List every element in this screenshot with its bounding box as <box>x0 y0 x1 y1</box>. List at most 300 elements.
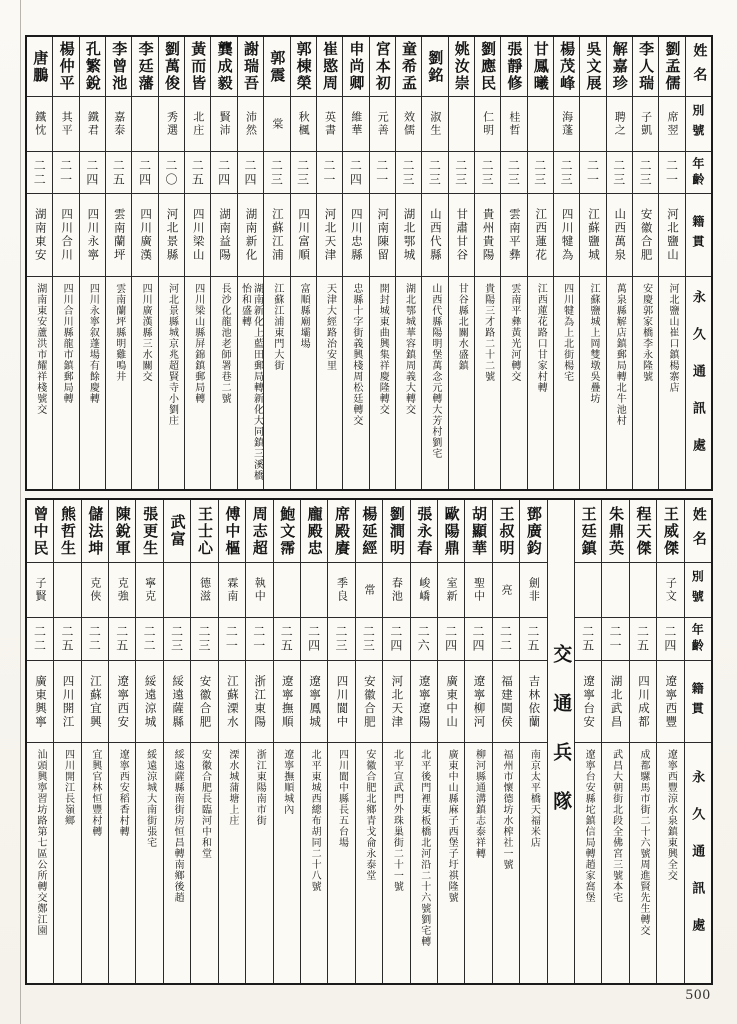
person-alias: 仁明 <box>475 97 500 152</box>
person-alias: 聖中 <box>465 563 491 618</box>
roster-table-top <box>25 35 713 491</box>
person-address: 湖南東安蘆洪市耀祥棧號交 <box>34 283 46 415</box>
person-age: 二一 <box>246 618 272 661</box>
person-column <box>246 500 273 983</box>
person-native-place: 安徽合肥 <box>633 194 658 277</box>
person-column <box>411 500 438 983</box>
person-column <box>633 37 659 489</box>
person-age: 二三 <box>501 152 526 194</box>
person-native-place: 湖南新化 <box>238 194 263 277</box>
person-column <box>575 500 602 983</box>
person-native-place: 湖北鄂城 <box>396 194 421 277</box>
person-name: 楊延經 <box>356 500 382 563</box>
person-age: 二五 <box>630 618 656 661</box>
person-alias: 沛然 <box>238 97 263 152</box>
person-age: 二三 <box>475 152 500 194</box>
person-column <box>27 500 54 983</box>
person-name: 申尚卿 <box>343 37 368 97</box>
person-age: 二四 <box>132 152 157 194</box>
person-address: 江西蓮花路口甘家村轉 <box>535 283 547 393</box>
header-native-label: 籍貫 <box>685 661 711 743</box>
person-native-place: 雲南平彝 <box>501 194 526 277</box>
person-name: 劉銘 <box>422 37 447 97</box>
person-native-place: 雲南蘭坪 <box>106 194 131 277</box>
person-column <box>301 500 328 983</box>
person-age: 二四 <box>343 152 368 194</box>
person-name: 程天傑 <box>630 500 656 563</box>
person-column <box>164 500 191 983</box>
person-alias: 聘之 <box>607 97 632 152</box>
header-age-label: 年齡 <box>685 618 711 661</box>
person-name: 王士心 <box>191 500 217 563</box>
person-address: 四川開江長嶺鄉 <box>62 749 74 826</box>
person-column <box>528 37 554 489</box>
person-age: 二一 <box>370 152 395 194</box>
person-column <box>54 500 81 983</box>
person-native-place: 四川合川 <box>53 194 78 277</box>
person-alias: 嘉泰 <box>106 97 131 152</box>
person-address: 綏遠涼城大南街張宅 <box>144 749 156 848</box>
person-column <box>274 500 301 983</box>
person-column <box>607 37 633 489</box>
person-age: 二三 <box>291 152 316 194</box>
person-address: 綏遠薩縣南街房恒昌轉南鄉後趙 <box>172 749 184 903</box>
person-column <box>136 500 163 983</box>
person-column <box>291 37 317 489</box>
person-age: 二五 <box>109 618 135 661</box>
person-column <box>493 500 520 983</box>
person-column <box>219 500 246 983</box>
person-alias: 鐵忱 <box>27 97 52 152</box>
person-age: 二四 <box>465 618 491 661</box>
person-alias: 霖南 <box>219 563 245 618</box>
person-alias: 子文 <box>657 563 683 618</box>
person-name: 李曾池 <box>106 37 131 97</box>
person-age: 二五 <box>274 618 300 661</box>
person-native-place: 安徽合肥 <box>356 661 382 743</box>
person-name: 黃而皆 <box>185 37 210 97</box>
person-address: 浙江東陽南市街 <box>254 749 266 826</box>
person-name: 劉孟儒 <box>659 37 684 97</box>
person-age: 二三 <box>396 152 421 194</box>
person-name: 王威傑 <box>657 500 683 563</box>
person-address: 柳河縣通溝鎮志泰祥轉 <box>473 749 485 859</box>
person-alias: 維華 <box>343 97 368 152</box>
person-native-place: 遼寧撫順 <box>274 661 300 743</box>
person-native-place: 河北鹽山 <box>659 194 684 277</box>
person-address: 安徽合肥北鄉青戈侖永泰堂 <box>363 749 375 881</box>
person-age: 二一 <box>602 618 628 661</box>
person-name: 張更生 <box>136 500 162 563</box>
person-alias <box>164 563 190 618</box>
person-native-place: 吉林依蘭 <box>520 661 546 743</box>
person-age: 二四 <box>80 152 105 194</box>
header-column <box>685 500 711 983</box>
person-age: 二〇 <box>159 152 184 194</box>
person-alias: 亮 <box>493 563 519 618</box>
person-column <box>356 500 383 983</box>
person-age: 二三 <box>528 152 553 194</box>
person-address: 安慶郭家橋李永隆號 <box>640 283 652 382</box>
person-address: 遼寧撫順城內 <box>281 749 293 815</box>
person-column <box>159 37 185 489</box>
person-name: 陳銳軍 <box>109 500 135 563</box>
person-age: 二一 <box>219 618 245 661</box>
person-age: 二三 <box>164 618 190 661</box>
person-native-place: 四川梁山 <box>185 194 210 277</box>
header-native-label: 籍貫 <box>686 194 711 277</box>
person-age: 二一 <box>53 152 78 194</box>
person-native-place: 四川永寧 <box>80 194 105 277</box>
person-address: 湖北鄂城華容鎮周義大轉交 <box>403 283 415 415</box>
person-alias: 元善 <box>370 97 395 152</box>
person-name: 吳文展 <box>580 37 605 97</box>
person-alias <box>449 97 474 152</box>
person-name: 傅中樞 <box>219 500 245 563</box>
person-name: 謝瑞吾 <box>238 37 263 97</box>
person-address: 成都騾馬市街二十六號周進賢先生轉交 <box>637 749 649 936</box>
person-alias: 鐵君 <box>80 97 105 152</box>
person-name: 周志超 <box>246 500 272 563</box>
person-name: 童希孟 <box>396 37 421 97</box>
person-native-place: 江蘇鹽城 <box>580 194 605 277</box>
person-name: 楊仲平 <box>53 37 78 97</box>
person-column <box>328 500 355 983</box>
person-name: 曾中民 <box>27 500 53 563</box>
person-alias: 淑生 <box>422 97 447 152</box>
person-name: 郭棟榮 <box>291 37 316 97</box>
person-name: 朱鼎英 <box>602 500 628 563</box>
person-column <box>53 37 79 489</box>
person-address: 北平宣武門外珠巢街二十一號 <box>391 749 403 892</box>
person-address: 安徽合肥長臨河中和堂 <box>199 749 211 859</box>
person-alias: 北庄 <box>185 97 210 152</box>
person-column <box>520 500 547 983</box>
person-name: 王叔明 <box>493 500 519 563</box>
person-native-place: 河北天津 <box>383 661 409 743</box>
person-native-place: 遼寧西安 <box>109 661 135 743</box>
person-native-place: 河北景縣 <box>159 194 184 277</box>
person-name: 李廷藩 <box>132 37 157 97</box>
person-alias: 英書 <box>317 97 342 152</box>
person-name: 孔繁銳 <box>80 37 105 97</box>
person-column <box>132 37 158 489</box>
person-name: 席殿賡 <box>328 500 354 563</box>
person-column <box>317 37 343 489</box>
person-native-place: 綏遠薩縣 <box>164 661 190 743</box>
person-name: 鮑文霈 <box>274 500 300 563</box>
person-address: 四川合川縣龍市鎮郵局轉 <box>61 283 73 404</box>
person-address: 江蘇鹽城上岡雙墩吳疊坊 <box>587 283 599 404</box>
person-name: 歐陽鼎 <box>438 500 464 563</box>
person-alias <box>274 563 300 618</box>
person-age: 二三 <box>449 152 474 194</box>
person-age: 二六 <box>411 618 437 661</box>
person-address: 南京太平橋天福米店 <box>528 749 540 848</box>
person-column <box>27 37 53 489</box>
person-native-place: 安徽合肥 <box>191 661 217 743</box>
person-native-place: 廣東中山 <box>438 661 464 743</box>
person-native-place: 遼寧鳳城 <box>301 661 327 743</box>
person-native-place: 遼寧台安 <box>575 661 601 743</box>
person-address: 宜興官林恒豐村轉 <box>89 749 101 837</box>
person-alias <box>528 97 553 152</box>
header-address-label: 永久通訊處 <box>690 289 706 475</box>
person-age: 二一 <box>317 152 342 194</box>
person-column <box>449 37 475 489</box>
person-alias <box>132 97 157 152</box>
person-age: 二四 <box>238 152 263 194</box>
person-native-place: 四川開江 <box>54 661 80 743</box>
person-alias <box>602 563 628 618</box>
person-native-place: 浙江東陽 <box>246 661 272 743</box>
person-name: 宮本初 <box>370 37 395 97</box>
person-address: 天津大經路治安里 <box>324 283 336 371</box>
person-alias: 德滋 <box>191 563 217 618</box>
header-column <box>686 37 711 489</box>
person-alias: 棠 <box>264 97 289 152</box>
person-native-place: 遼寧遼陽 <box>411 661 437 743</box>
person-native-place: 福建閩侯 <box>493 661 519 743</box>
person-native-place: 江蘇江浦 <box>264 194 289 277</box>
person-column <box>501 37 527 489</box>
person-name: 劉澗明 <box>383 500 409 563</box>
person-age: 二三 <box>264 152 289 194</box>
person-address: 雲南蘭坪縣明雞鳴井 <box>113 283 125 382</box>
person-alias: 效儒 <box>396 97 421 152</box>
person-name: 劉萬俊 <box>159 37 184 97</box>
person-age: 二三 <box>356 618 382 661</box>
person-column <box>264 37 290 489</box>
person-native-place: 甘肅甘谷 <box>449 194 474 277</box>
person-alias: 賢沛 <box>211 97 236 152</box>
person-address: 北平後門裡東板橋北河沿二十六號劉宅轉 <box>418 749 430 947</box>
page-fold-line <box>20 0 21 1024</box>
person-column <box>191 500 218 983</box>
person-native-place: 河北天津 <box>317 194 342 277</box>
person-alias <box>575 563 601 618</box>
person-native-place: 四川成都 <box>630 661 656 743</box>
person-native-place: 江蘇溧水 <box>219 661 245 743</box>
person-column <box>659 37 685 489</box>
person-name: 唐鵬 <box>27 37 52 97</box>
person-alias: 秀選 <box>159 97 184 152</box>
header-alias-label: 別號 <box>686 97 711 152</box>
person-address: 汕頭興寧習坊路第七區公所轉交鄭江園 <box>35 749 47 936</box>
person-name: 王廷鎮 <box>575 500 601 563</box>
person-address: 遼寧西安稻香村轉 <box>117 749 129 837</box>
person-address: 甘谷縣北關水盛鎮 <box>456 283 468 371</box>
person-alias: 季良 <box>328 563 354 618</box>
person-name: 胡顯華 <box>465 500 491 563</box>
person-native-place: 山西代縣 <box>422 194 447 277</box>
person-alias: 克俠 <box>82 563 108 618</box>
person-address: 四川犍為上北街楊宅 <box>561 283 573 382</box>
person-alias: 席翌 <box>659 97 684 152</box>
person-name: 熊哲生 <box>54 500 80 563</box>
header-name-label: 姓名 <box>686 37 711 97</box>
person-address: 福州市懷德坊水榨社一號 <box>500 749 512 870</box>
person-alias <box>301 563 327 618</box>
person-native-place: 貴州貴陽 <box>475 194 500 277</box>
person-age: 二五 <box>185 152 210 194</box>
person-column <box>82 500 109 983</box>
person-address: 四川廣漢縣三水關交 <box>140 283 152 382</box>
section-divider-column <box>548 500 575 983</box>
person-native-place: 江西蓮花 <box>528 194 553 277</box>
person-name: 郭震 <box>264 37 289 97</box>
person-column <box>475 37 501 489</box>
person-address: 遼寧台安縣坨鎮信局轉趙家窩堡 <box>583 749 595 903</box>
person-alias <box>54 563 80 618</box>
person-age: 二四 <box>383 618 409 661</box>
person-age: 二三 <box>422 152 447 194</box>
person-age: 二五 <box>54 618 80 661</box>
person-column <box>343 37 369 489</box>
roster-table-bottom <box>25 498 713 985</box>
person-alias: 春池 <box>383 563 409 618</box>
person-age: 二三 <box>554 152 579 194</box>
person-age: 二二 <box>136 618 162 661</box>
person-address: 忠縣十字街義興棧周松廷轉交 <box>350 283 362 426</box>
person-age: 二二 <box>27 618 53 661</box>
person-column <box>383 500 410 983</box>
person-native-place: 湖南東安 <box>27 194 52 277</box>
person-age: 二五 <box>520 618 546 661</box>
person-alias: 執中 <box>246 563 272 618</box>
person-address: 貴陽三才路二十二號 <box>482 283 494 382</box>
person-name: 劉應民 <box>475 37 500 97</box>
page-number: 500 <box>685 987 711 1003</box>
person-column <box>554 37 580 489</box>
person-alias: 子賢 <box>27 563 53 618</box>
person-alias: 寧克 <box>136 563 162 618</box>
person-address: 雲南平彝黃光河轉交 <box>508 283 520 382</box>
person-native-place: 江蘇宜興 <box>82 661 108 743</box>
person-native-place: 四川犍為 <box>554 194 579 277</box>
person-column <box>80 37 106 489</box>
person-address: 河北鹽山崔口鎮楊寨店 <box>666 283 678 393</box>
person-address: 山西代縣陽明堡萬念元轉大芳村劉宅 <box>429 283 441 459</box>
person-name: 甘鳳曦 <box>528 37 553 97</box>
person-column <box>185 37 211 489</box>
person-column <box>370 37 396 489</box>
person-name: 姚汝崇 <box>449 37 474 97</box>
person-column <box>630 500 657 983</box>
person-age: 二二 <box>27 152 52 194</box>
person-name: 楊茂峰 <box>554 37 579 97</box>
person-native-place: 四川閬中 <box>328 661 354 743</box>
person-name: 龔成毅 <box>211 37 236 97</box>
person-name: 李人瑞 <box>633 37 658 97</box>
person-alias: 海蓬 <box>554 97 579 152</box>
person-name: 儲法坤 <box>82 500 108 563</box>
person-column <box>438 500 465 983</box>
person-address: 長沙化龍池老師署巷二號 <box>219 283 231 404</box>
person-address: 武昌大朝街北段全佛宮三號本宅 <box>610 749 622 903</box>
person-native-place: 廣東興寧 <box>27 661 53 743</box>
person-address: 北平東城西總布胡同二十八號 <box>309 749 321 892</box>
person-name: 解嘉珍 <box>607 37 632 97</box>
person-native-place: 湖南益陽 <box>211 194 236 277</box>
person-age: 二四 <box>301 618 327 661</box>
header-age-label: 年齡 <box>686 152 711 194</box>
person-alias: 子凱 <box>633 97 658 152</box>
header-name-label: 姓名 <box>685 500 711 563</box>
person-alias: 峻嶠 <box>411 563 437 618</box>
person-column <box>580 37 606 489</box>
person-native-place: 遼寧柳河 <box>465 661 491 743</box>
person-column <box>106 37 132 489</box>
person-alias: 其平 <box>53 97 78 152</box>
person-native-place: 山西萬泉 <box>607 194 632 277</box>
person-address: 湖南新化上藍田郵局轉新化大同鎮三溪橋怡和盛轉 <box>239 283 263 481</box>
person-age: 二一 <box>659 152 684 194</box>
person-address: 河北景縣城京兆超賢寺小劉庄 <box>166 283 178 426</box>
section-divider-label: 交通兵隊 <box>550 643 572 840</box>
person-alias: 秋楓 <box>291 97 316 152</box>
person-address: 萬泉縣解店鎮郵局轉北牛池村 <box>614 283 626 426</box>
person-alias: 克強 <box>109 563 135 618</box>
person-age: 二三 <box>633 152 658 194</box>
person-native-place: 四川忠縣 <box>343 194 368 277</box>
header-alias-label: 別號 <box>685 563 711 618</box>
person-address: 遼寧西豐涼水泉鎮東興全交 <box>665 749 677 881</box>
person-alias <box>630 563 656 618</box>
person-address: 四川閬中縣長五台場 <box>336 749 348 848</box>
person-age: 二五 <box>106 152 131 194</box>
person-address: 四川永寧叙蓬場有餘慶轉 <box>87 283 99 404</box>
person-column <box>211 37 237 489</box>
person-age: 二二 <box>493 618 519 661</box>
person-age: 二一 <box>580 152 605 194</box>
person-column <box>422 37 448 489</box>
person-name: 武富 <box>164 500 190 563</box>
person-native-place: 河南陳留 <box>370 194 395 277</box>
person-alias: 常 <box>356 563 382 618</box>
person-column <box>657 500 684 983</box>
person-age: 二四 <box>657 618 683 661</box>
person-column <box>238 37 264 489</box>
person-age: 二三 <box>607 152 632 194</box>
person-address: 四川梁山縣屏錦鎮郵局轉 <box>192 283 204 404</box>
person-native-place: 四川富順 <box>291 194 316 277</box>
person-age: 二五 <box>575 618 601 661</box>
person-alias: 劍非 <box>520 563 546 618</box>
person-alias <box>580 97 605 152</box>
person-name: 崔愍周 <box>317 37 342 97</box>
person-address: 廣東中山縣麻子西堡子圩祺隆號 <box>446 749 458 903</box>
person-address: 開封城東曲興集祥慶隆轉交 <box>377 283 389 415</box>
person-address: 溧水城蒲塘上庄 <box>226 749 238 826</box>
person-name: 張永春 <box>411 500 437 563</box>
person-name: 鄧廣鈞 <box>520 500 546 563</box>
person-native-place: 遼寧西豐 <box>657 661 683 743</box>
person-column <box>465 500 492 983</box>
person-native-place: 湖北武昌 <box>602 661 628 743</box>
person-name: 張靜修 <box>501 37 526 97</box>
person-alias: 室新 <box>438 563 464 618</box>
person-column <box>602 500 629 983</box>
person-column <box>109 500 136 983</box>
person-address: 富順縣廟壩場 <box>298 283 310 349</box>
person-age: 二四 <box>211 152 236 194</box>
person-age: 二二 <box>82 618 108 661</box>
person-native-place: 四川廣漢 <box>132 194 157 277</box>
person-age: 二三 <box>328 618 354 661</box>
person-address: 江蘇江浦東門大街 <box>271 283 283 371</box>
person-alias: 桂哲 <box>501 97 526 152</box>
